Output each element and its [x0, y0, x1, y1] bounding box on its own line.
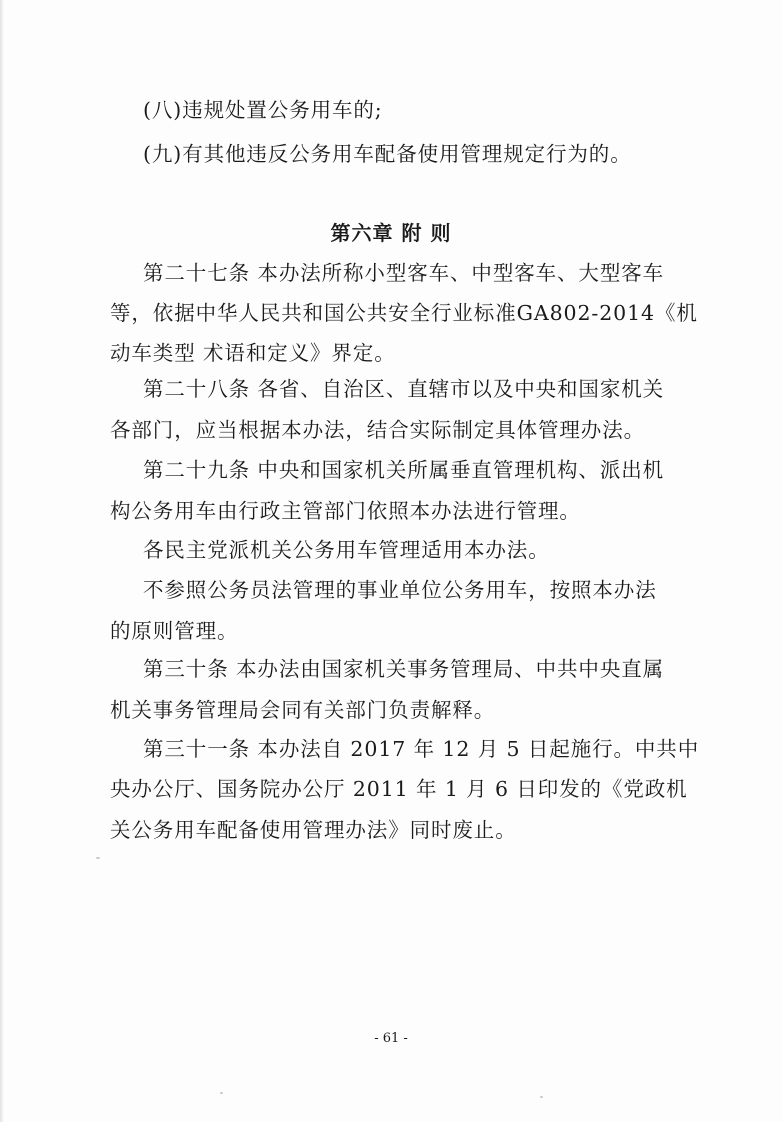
- page-number: - 61 -: [374, 1031, 408, 1046]
- article-29-para-2: 各民主党派机关公务用车管理适用本办法。: [143, 538, 550, 562]
- article-31-line-1: 第三十一条 本办法自 2017 年 12 月 5 日起施行。中共中: [143, 737, 700, 761]
- item-9: (九)有其他违反公务用车配备使用管理规定行为的。: [143, 142, 632, 166]
- item-8: (八)违规处置公务用车的;: [143, 98, 383, 122]
- article-29-line-1: 第二十九条 中央和国家机关所属垂直管理机构、派出机: [143, 458, 665, 482]
- article-28-line-2: 各部门，应当根据本办法，结合实际制定具体管理办法。: [110, 418, 645, 442]
- article-29-para-3-line-2: 的原则管理。: [110, 619, 239, 643]
- article-31-line-2: 央办公厅、国务院办公厅 2011 年 1 月 6 日印发的《党政机: [110, 777, 688, 801]
- article-27-line-3: 动车类型 术语和定义》界定。: [110, 341, 396, 365]
- article-30-line-1: 第三十条 本办法由国家机关事务管理局、中共中央直属: [143, 657, 665, 681]
- article-28-line-1: 第二十八条 各省、自治区、直辖市以及中央和国家机关: [143, 377, 665, 401]
- scan-speck: [220, 1092, 223, 1094]
- article-30-line-2: 机关事务管理局会同有关部门负责解释。: [110, 698, 496, 722]
- article-29-para-3-line-1: 不参照公务员法管理的事业单位公务用车，按照本办法: [143, 578, 657, 602]
- scan-speck: [96, 857, 100, 859]
- scan-speck: [540, 1096, 543, 1098]
- article-27-line-2: 等，依据中华人民共和国公共安全行业标准GA802-2014《机: [110, 301, 698, 325]
- article-27-line-1: 第二十七条 本办法所称小型客车、中型客车、大型客车: [143, 261, 665, 285]
- scan-edge-shadow: [0, 0, 4, 1122]
- article-29-line-2: 构公务用车由行政主管部门依照本办法进行管理。: [110, 499, 581, 523]
- chapter-heading: 第六章 附 则: [330, 221, 452, 245]
- article-31-line-3: 关公务用车配备使用管理办法》同时废止。: [110, 818, 517, 842]
